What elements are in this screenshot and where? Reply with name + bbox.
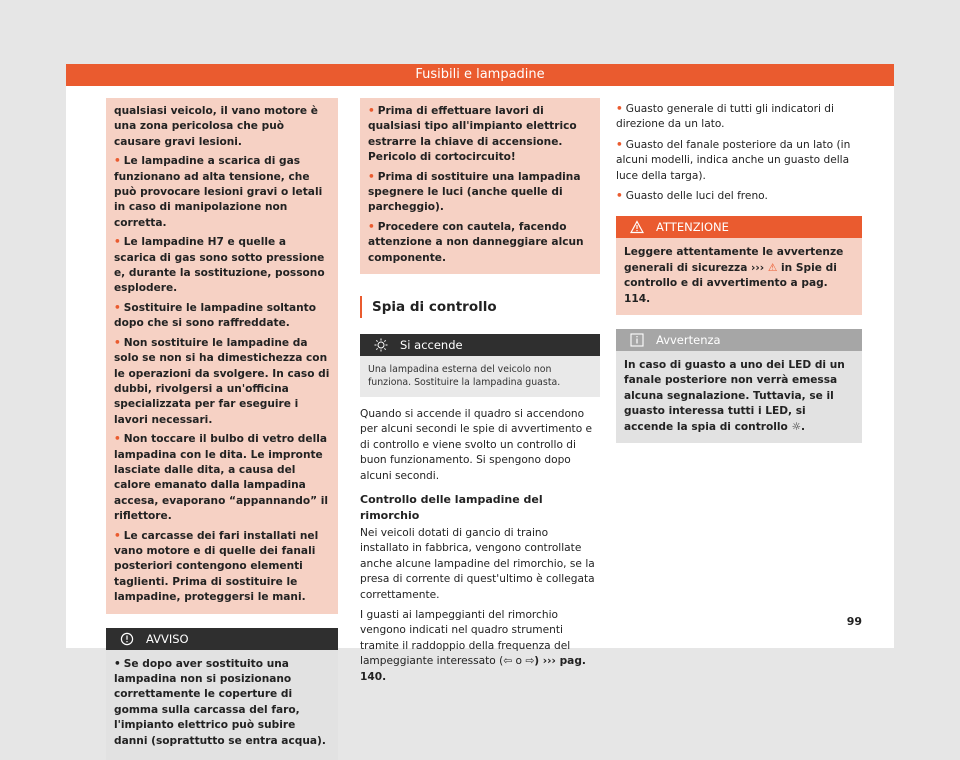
avviso-body xyxy=(106,650,338,760)
avviso-bullet: • Se dopo aver sostituito una lampadina non si posizionano correttamente le coperture di gomma sulla carcassa del faro, l'impianto elettrico può subire danni (soprattutto se entra acqua). xyxy=(114,657,326,747)
info-circle-icon xyxy=(120,632,134,646)
column-2 xyxy=(360,102,600,690)
paragraph: Quando si accende il quadro si accendono per alcuni secondi le spie di avvertimento e di controllo e viene svolto un controllo di buon funzionamento. Si spengono dopo alcuni secondi. xyxy=(360,408,593,482)
bullet-dot: • xyxy=(114,155,121,168)
warning-bullet: • Le lampadine H7 e quelle a scarica di gas sono sotto pressione e, durante la sostituzione, possono esplodere. xyxy=(114,236,325,295)
avviso-title: AVVISO xyxy=(146,631,189,646)
manual-page xyxy=(66,64,894,747)
avviso-header xyxy=(106,628,338,650)
warning-bullet: • Non sostituire le lampadine da solo se non si ha dimestichezza con le operazioni da svolgere. In caso di dubbi, rivolgersi a un'officina specializzata per far eseguire i lavori necessari. xyxy=(114,336,330,426)
info-square-icon xyxy=(630,333,644,347)
warning-continuation-2 xyxy=(360,98,600,274)
section-title: Spia di controllo xyxy=(360,296,600,318)
list-item: • Guasto generale di tutti gli indicatori di direzione da un lato. xyxy=(616,103,834,131)
paragraph: Nei veicoli dotati di gancio di traino installato in fabbrica, vengono controllate anche alcune lampadine del rimorchio, se la presa di corrente di quest'ultimo è collegata correttamente. xyxy=(360,526,595,601)
avvertenza-body: In caso di guasto a uno dei LED di un fanale posteriore non verrà emessa alcuna segnalazione. Tuttavia, se il guasto interessa tutti i LED, si accende la spia di controllo ☼. xyxy=(616,351,862,443)
bullet-dot: • xyxy=(114,657,121,670)
bulb-failure-icon xyxy=(374,338,388,352)
bullet-dot: • xyxy=(114,301,121,314)
warning-intro: qualsiasi veicolo, il vano motore è una zona pericolosa che può causare gravi lesioni. xyxy=(114,105,318,148)
bullet-dot: • xyxy=(114,236,121,249)
turn-left-icon: ⇦ xyxy=(503,655,513,668)
body-text-3 xyxy=(616,102,862,204)
indicator-text: Una lampadina esterna del veicolo non funziona. Sostituire la lampadina guasta. xyxy=(360,356,600,397)
bullet-dot: • xyxy=(616,138,623,151)
subheading: Controllo delle lampadine del rimorchio xyxy=(360,493,543,522)
bulb-failure-icon: ☼ xyxy=(791,420,802,433)
bullet-dot: • xyxy=(368,105,375,117)
page-number: 99 xyxy=(846,615,862,628)
warning-bullet: • Procedere con cautela, facendo attenzione a non danneggiare alcun componente. xyxy=(368,220,584,264)
page-header: Fusibili e lampadine xyxy=(66,64,894,86)
attenzione-title: ATTENZIONE xyxy=(656,220,729,235)
warning-triangle-icon xyxy=(630,220,644,234)
bullet-dot: • xyxy=(114,433,121,446)
warning-continuation xyxy=(106,98,338,614)
indicator-box xyxy=(360,334,600,397)
bullet-dot: • xyxy=(114,529,121,542)
bullet-dot: • xyxy=(616,190,623,203)
warning-bullet: • Le lampadine a scarica di gas funzionano ad alta tensione, che può provocare lesioni gravi o letali in caso di manipolazione non corretta. xyxy=(114,155,323,229)
warning-triangle-icon: ⚠ xyxy=(767,261,778,274)
avvertenza-header xyxy=(616,329,862,351)
attenzione-body: Leggere attentamente le avvertenze generali di sicurezza ››› ⚠ in Spie di controllo e di avvertimento a pag. 114. xyxy=(616,238,862,315)
body-text xyxy=(360,407,600,685)
bullet-dot: • xyxy=(114,336,121,349)
attenzione-header xyxy=(616,216,862,238)
warning-bullet: • Prima di sostituire una lampadina spegnere le luci (anche quelle di parcheggio). xyxy=(368,170,581,214)
warning-bullet: • Prima di effettuare lavori di qualsiasi tipo all'impianto elettrico estrarre la chiave di accensione. Pericolo di cortocircuito! xyxy=(368,105,577,164)
avvertenza-title: Avvertenza xyxy=(656,333,721,348)
bullet-dot: • xyxy=(368,170,375,183)
paragraph: I guasti ai lampeggianti del rimorchio vengono indicati nel quadro strumenti tramite il raddoppio della frequenza del lampeggiante interessato (⇦ o ⇨) ››› pag. 140. xyxy=(360,608,586,683)
bullet-dot: • xyxy=(616,103,623,115)
attenzione-box xyxy=(616,216,862,315)
turn-right-icon: ⇨ xyxy=(525,655,535,668)
warning-bullet: • Le carcasse dei fari installati nel vano motore e di quelle dei fanali posteriori contengono elementi taglienti. Prima di sostituire le lampadine, proteggersi le mani. xyxy=(114,529,319,604)
list-item: • Guasto del fanale posteriore da un lato (in alcuni modelli, indica anche un guasto della luce della targa). xyxy=(616,138,851,182)
avvertenza-box xyxy=(616,329,862,443)
warning-bullet: • Non toccare il bulbo di vetro della lampadina con le dita. Le impronte lasciate dalle dita, a causa del calore emanato dalla lampadina accesa, evaporano “appannando” il riflettore. xyxy=(114,433,329,523)
column-3 xyxy=(616,102,862,443)
avviso-box xyxy=(106,628,338,760)
bullet-dot: • xyxy=(368,220,375,233)
indicator-label: Si accende xyxy=(400,338,463,353)
indicator-header xyxy=(360,334,600,356)
list-item: • Guasto delle luci del freno. xyxy=(616,190,768,203)
column-1 xyxy=(106,102,338,760)
warning-bullet: • Sostituire le lampadine soltanto dopo che si sono raffreddate. xyxy=(114,301,317,330)
